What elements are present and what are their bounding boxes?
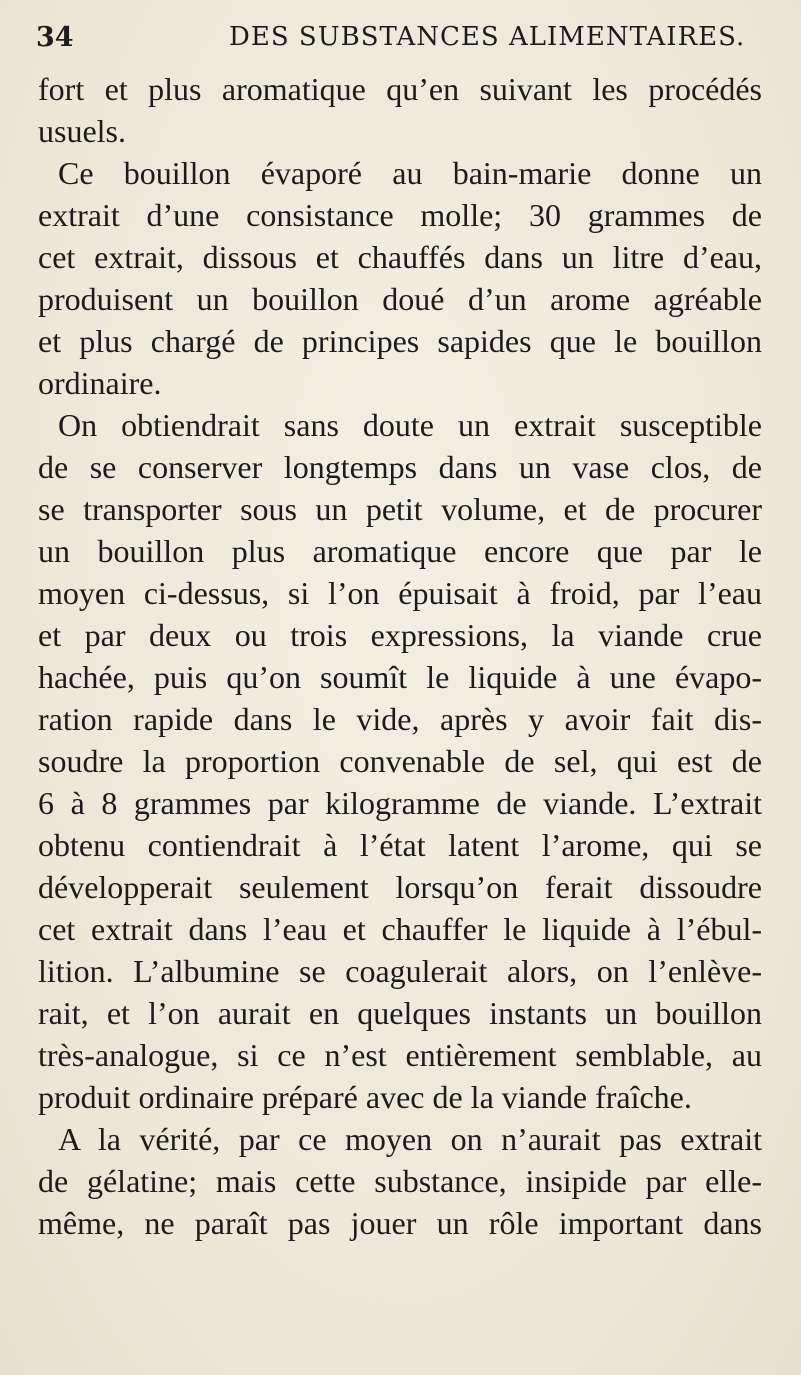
- text-line: et par deux ou trois expressions, la viande crue: [38, 617, 762, 653]
- text-line: obtenu contiendrait à l’état latent l’arome, qui se: [38, 827, 762, 863]
- text-line: lition. L’albumine se coagulerait alors, on l’enlève-: [38, 953, 762, 989]
- text-line: cet extrait, dissous et chauffés dans un litre d’eau,: [38, 239, 762, 275]
- text-line: rait, et l’on aurait en quelques instants un bouillon: [38, 995, 762, 1031]
- text-line: même, ne paraît pas jouer un rôle important dans: [38, 1205, 762, 1241]
- page-number: 34: [36, 22, 74, 53]
- text-line: se transporter sous un petit volume, et de procurer: [38, 491, 762, 527]
- text-line: un bouillon plus aromatique encore que par le: [38, 533, 762, 569]
- text-line: fort et plus aromatique qu’en suivant les procédés: [38, 71, 762, 107]
- text-line: développerait seulement lorsqu’on ferait dissoudre: [38, 869, 762, 905]
- running-head: DES SUBSTANCES ALIMENTAIRES.: [229, 22, 746, 52]
- text-line: ordinaire.: [38, 365, 162, 401]
- text-line: et plus chargé de principes sapides que le bouillon: [38, 323, 762, 359]
- page-header: [0, 0, 801, 60]
- text-line: cet extrait dans l’eau et chauffer le liquide à l’ébul-: [38, 911, 762, 947]
- text-line: de gélatine; mais cette substance, insipide par elle-: [38, 1163, 762, 1199]
- text-line: usuels.: [38, 113, 126, 149]
- text-line: moyen ci-dessus, si l’on épuisait à froid, par l’eau: [38, 575, 762, 611]
- text-line: soudre la proportion convenable de sel, qui est de: [38, 743, 762, 779]
- text-line: de se conserver longtemps dans un vase clos, de: [38, 449, 762, 485]
- text-line: ration rapide dans le vide, après y avoir fait dis-: [38, 701, 762, 737]
- text-line: hachée, puis qu’on soumît le liquide à une évapo-: [38, 659, 762, 695]
- paragraph-start: On obtiendrait sans doute un extrait susceptible: [58, 407, 762, 443]
- text-line: 6 à 8 grammes par kilogramme de viande. L’extrait: [38, 785, 762, 821]
- text-line: extrait d’une consistance molle; 30 grammes de: [38, 197, 762, 233]
- text-line: produit ordinaire préparé avec de la viande fraîche.: [38, 1079, 692, 1115]
- text-line: produisent un bouillon doué d’un arome agréable: [38, 281, 762, 317]
- paragraph-start: A la vérité, par ce moyen on n’aurait pas extrait: [58, 1121, 762, 1157]
- paragraph-start: Ce bouillon évaporé au bain-marie donne un: [58, 155, 762, 191]
- text-line: très-analogue, si ce n’est entièrement semblable, au: [38, 1037, 762, 1073]
